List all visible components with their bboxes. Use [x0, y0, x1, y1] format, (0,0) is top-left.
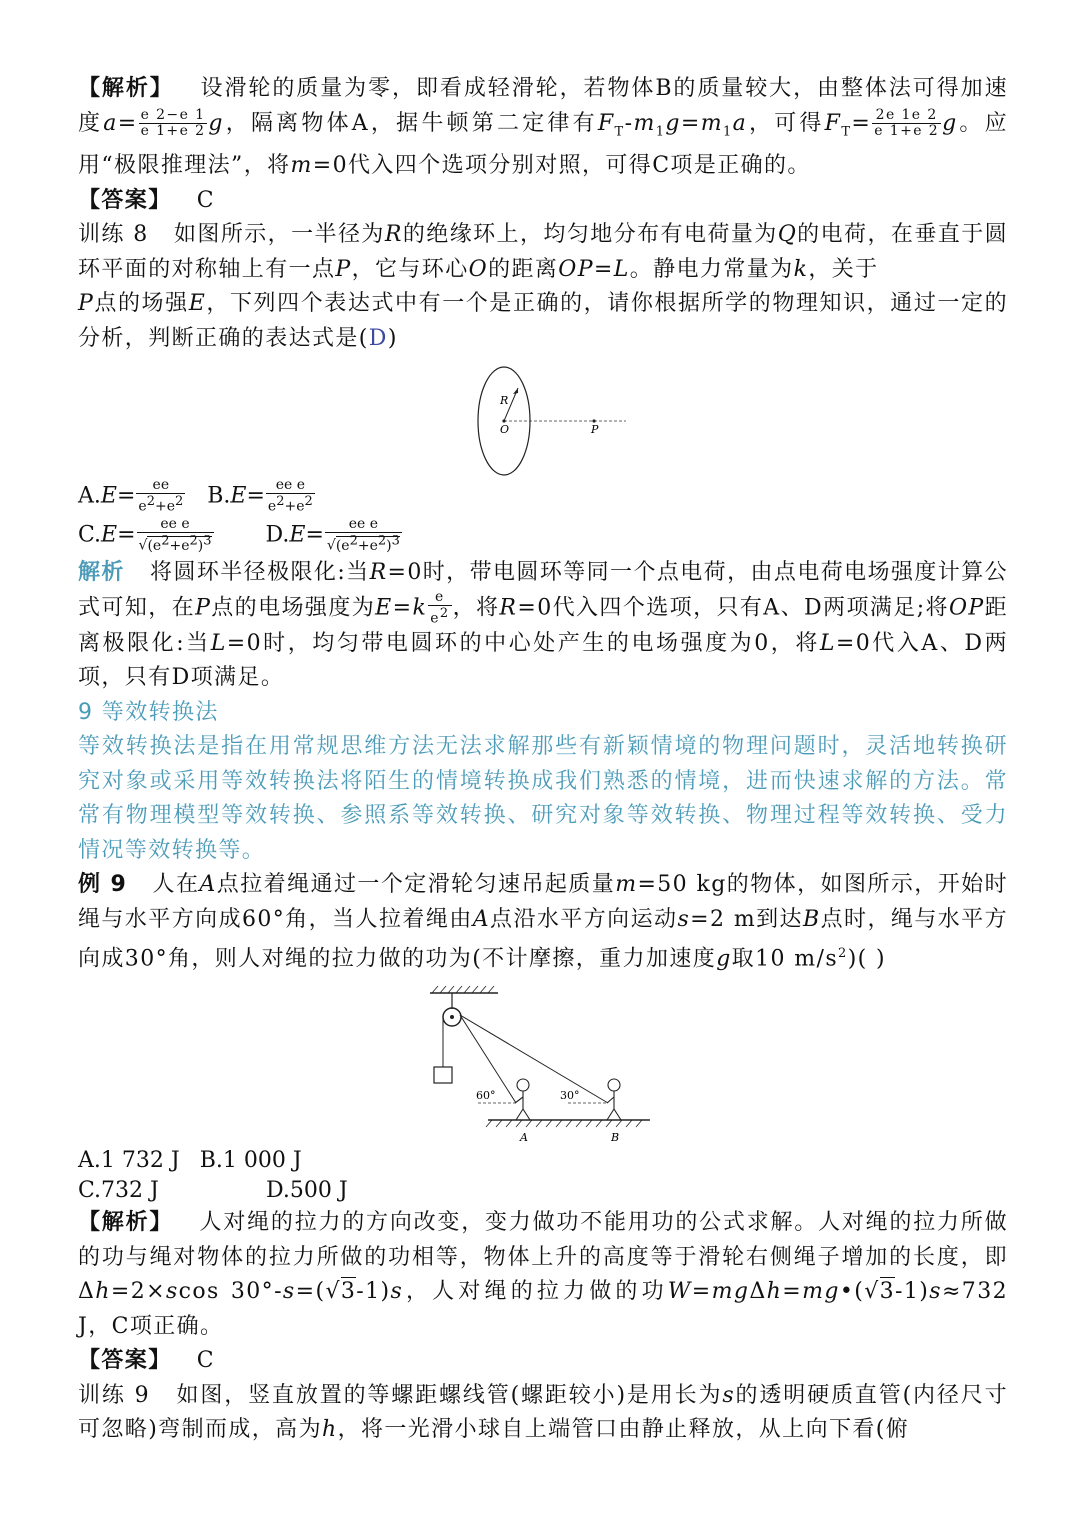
mass-block [434, 1067, 452, 1083]
ex9-options-row-2: C.732 J D.500 J [78, 1178, 348, 1204]
training-9-paragraph: 训练 9 如图，竖直放置的等螺距螺线管(螺距较小)是用长为s的透明硬质直管(内径尺寸可忽略)弯制而成，高为h，将一光滑小球自上端管口由静止释放，从上向下看(俯 [78, 1382, 1008, 1443]
angle-60-label: 60° [476, 1089, 496, 1103]
solution-paragraph-1: 【解析】 设滑轮的质量为零，即看成轻滑轮，若物体B的质量较大，由整体法可得加速度a= $\frac{e 2-e 1}{e 1+e 2}$ g，隔离物体A，据牛顿第二定律有$F_T-m_1g=m_1a$，可得$F_T=$ $\frac{2e 1e 2}{e 1+e 2}$ g。应用“极限推理法”，将m=0代入四个选项分别对照，可得C项是正确的。 [78, 76, 1008, 179]
fraction-acceleration: $\frac{e 2-e 1}{e 1+e 2}$ [140, 107, 206, 139]
answer-line-3: 【答案】 C [78, 1348, 216, 1374]
person-b [607, 1079, 621, 1120]
label-o: O [500, 423, 510, 437]
section-9-title: 9 等效转换法 [78, 699, 219, 725]
example-9-paragraph: 例 9 人在A点拉着绳通过一个定滑轮匀速吊起质量m=50 kg的物体，如图所示，开始时绳与水平方向成60°角，当人拉着绳由A点沿水平方向运动s=2 m到达B点时，绳与水平方向成30°角，则人对绳的拉力做的功为(不计摩擦，重力加速度g取10 $m/s^2$)( ) [78, 872, 1009, 972]
label-a: A [520, 1131, 528, 1145]
label-r: R [500, 394, 509, 408]
solution-label: 【解析】 [78, 76, 174, 101]
label-b: B [611, 1131, 620, 1145]
example-9-options [78, 1146, 1008, 1206]
ring-diagram [476, 366, 646, 476]
pulley-diagram [418, 985, 658, 1130]
options-row-1: A.E= $\frac{ee}{e^2+e^2}$ B.E= $\frac{\text{ee e}}{e^2+e^2}$ [78, 477, 313, 516]
solution-paragraph-2: 解析 将圆环半径极限化:当R=0时，带电圆环等同一个点电荷，由点电荷电场强度计算公式可知，在P点的电场强度为E=k $\frac{e}{e^2}$ ，将R=0代入四个选项，只有A、D两项满足;将OP距离极限化:当L=0时，均匀带电圆环的中心处产生的电场强度为0，将L=0代入A、D两项，只有D项满足。 [78, 559, 1009, 691]
training-8-paragraph: 训练 8 如图所示，一半径为R的绝缘环上，均匀地分布有电荷量为Q的电荷，在垂直于圆环平面的对称轴上有一点P，它与环心O的距离OP=L。静电力常量为k，关于 P点的场强E，下列四个表达式中有一个是正确的，请你根据所学的物理知识，通过一定的分析，判断正确的表达式是(D) [78, 222, 1009, 351]
person-a [515, 1079, 530, 1120]
pulley-point-labels [418, 1128, 658, 1146]
document-page [78, 72, 1008, 1448]
ex9-options-row-1: A.1 732 J B.1 000 J [78, 1148, 302, 1174]
fraction-tension: $\frac{2e 1e 2}{e 1+e 2}$ [874, 107, 940, 139]
answer-line-1: 【答案】 C [78, 187, 216, 213]
options-row-2: C.E= $\frac{\text{ee e}}{√(e^2+e^2)^3}$ D.E= $\frac{\text{ee e}}{√(e^2+e^2)^3}$ [78, 516, 400, 554]
label-p: P [591, 423, 599, 437]
section-9-body: 等效转换法是指在用常规思维方法无法求解那些有新颖情境的物理问题时，灵活地转换研究对象或采用等效转换法将陌生的情境转换成我们熟悉的情境，进而快速求解的方法。常常有物理模型等效转换、参照系等效转换、研究对象等效转换、物理过程等效转换、受力情况等效转换等。 [78, 734, 1008, 863]
angle-30-label: 30° [560, 1089, 580, 1103]
training-label: 训练 8 [78, 222, 149, 248]
solution-paragraph-3: 【解析】 人对绳的拉力的方向改变，变力做功不能用功的公式求解。人对绳的拉力所做的功与绳对物体的拉力所做的功相等，物体上升的高度等于滑轮右侧绳子增加的长度，即Δh=2×scos 30°-s=(√3-1)s，人对绳的拉力做的功W=mgΔh=mg•(√3-1)s≈732 J，C项正确。 [78, 1210, 1008, 1339]
answer-d-highlight: D [368, 325, 388, 351]
training-8-options [78, 478, 1008, 553]
analysis-label: 解析 [78, 559, 125, 585]
